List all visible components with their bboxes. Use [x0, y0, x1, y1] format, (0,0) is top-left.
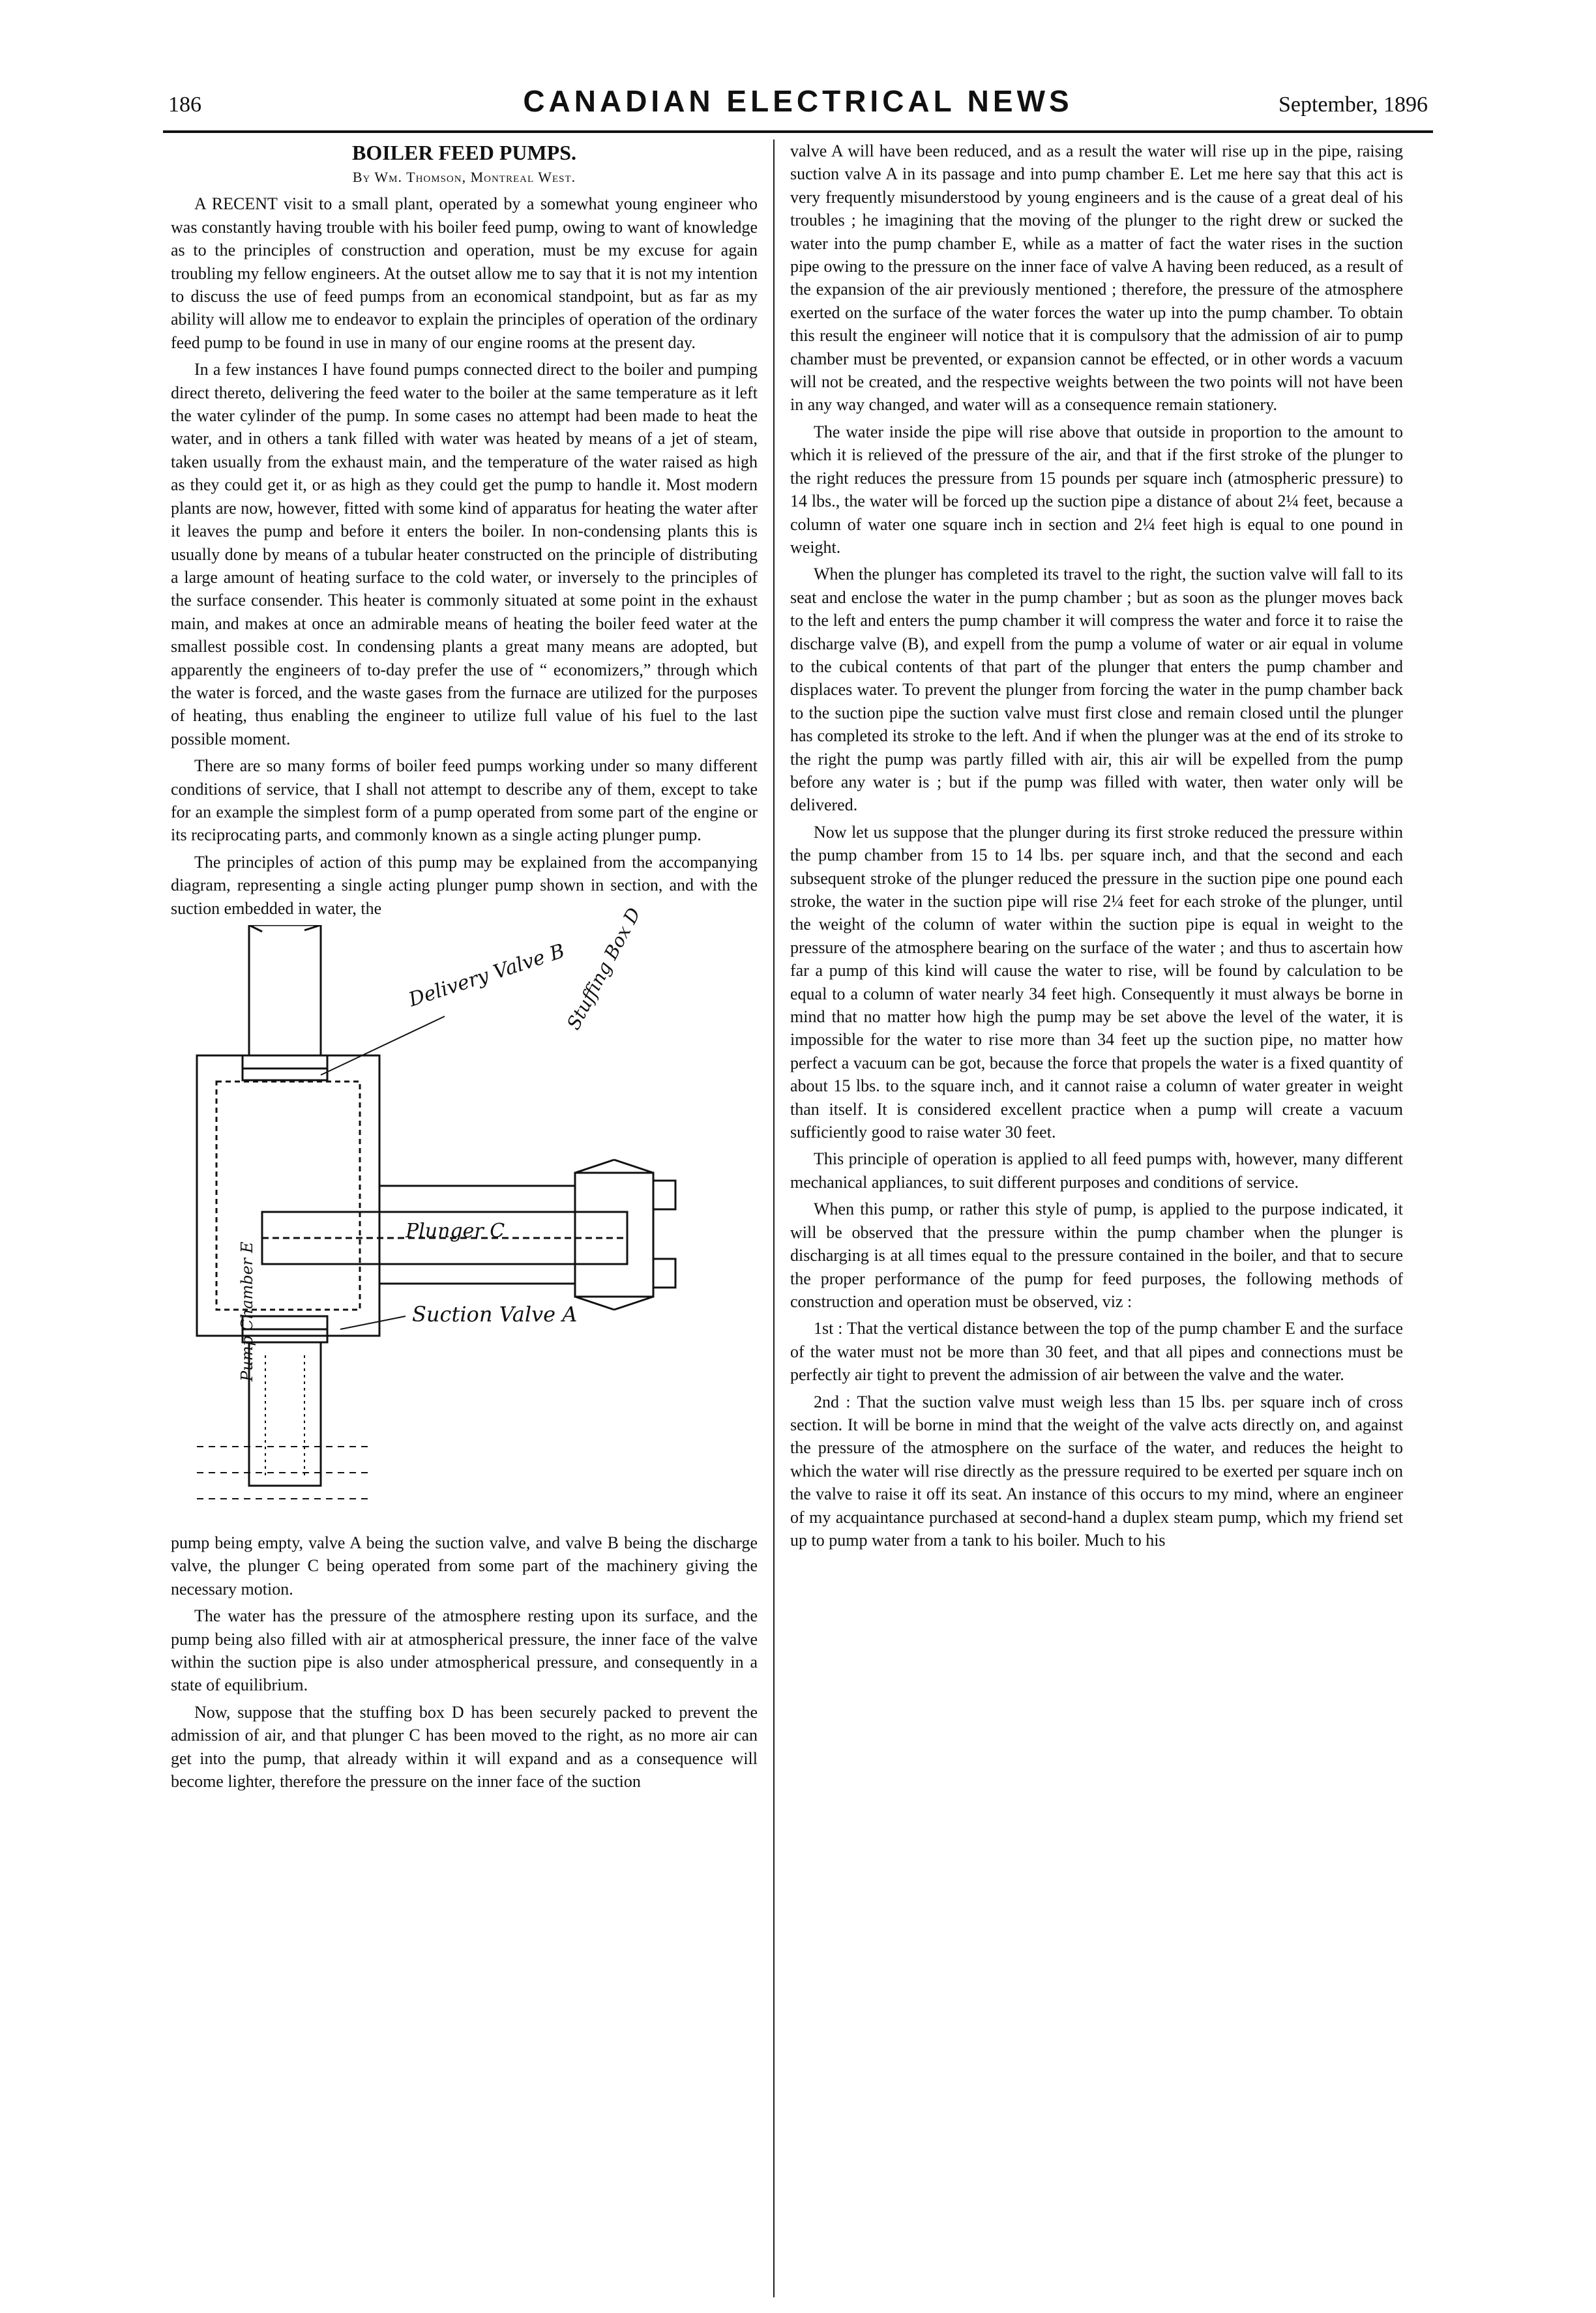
journal-title: CANADIAN ELECTRICAL NEWS	[523, 84, 1073, 118]
right-column	[790, 140, 1403, 1555]
page-header	[163, 83, 1433, 136]
delivery-valve-label: Delivery Valve B	[406, 939, 568, 1012]
left-column	[171, 140, 758, 1797]
article-title: BOILER FEED PUMPS.	[351, 141, 577, 164]
suction-pipe	[249, 1342, 321, 1486]
paragraph: pump being empty, valve A being the suction valve, and valve B being the discharge valve, the plunger C being operated from some part of the machinery giving the necessary motion.	[171, 1533, 758, 1598]
page-number: 186	[168, 93, 201, 117]
column-divider	[773, 140, 775, 2297]
plunger-label: Plunger C	[406, 1220, 505, 1243]
paragraph: A RECENT visit to a small plant, operated by a somewhat young engineer who was constantly having trouble with his boiler feed pump, owing to want of knowledge as to the principles of construction and operation, must be my excuse for again troubling my fellow engineers. At the outset allow me to say that it is not my intention to discuss the use of feed pumps from an economical standpoint, but as far as my ability will allow me to endeavor to explain the principles of operation of the ordinary feed pump to be found in use in many of our engine rooms at the present day.	[171, 194, 758, 352]
paragraph: When this pump, or rather this style of pump, is applied to the purpose indicated, it will be observed that the pressure within the pump chamber when the plunger is discharging is at all times equal to the pressure contained in the boiler, and that to secure the proper performance of the pump for feed purposes, the following methods of construction and operation must be observed, viz :	[790, 1200, 1403, 1311]
paragraph: The water has the pressure of the atmosphere resting upon its surface, and the pump being also filled with air at atmospherical pressure, the inner face of the valve within the suction pipe is also under atmospherical pressure, and consequently in a state of equilibrium.	[171, 1606, 758, 1695]
paragraph: The water inside the pipe will rise above that outside in proportion to the amount to which it is relieved of the pressure of the air, and that if the first stroke of the plunger to the right reduces the pressure from 15 pounds per square inch (atmospheric pressure) to 14 lbs., the water will be forced up the suction pipe a distance of about 2¼ feet, because a column of water one square inch in section and 2¼ feet high is equal to one pound in weight.	[790, 422, 1403, 557]
paragraph: This principle of operation is applied to all feed pumps with, however, many different mechanical appliances, to suit different purposes and conditions of service.	[790, 1149, 1403, 1192]
header-rule	[163, 130, 1433, 133]
paragraph: valve A will have been reduced, and as a result the water will rise up in the pipe, raising suction valve A in its passage and into pump chamber E. Let me here say that this act is very frequently misunderstood by young engineers and is the cause of a great deal of his troubles ; he imagining that the moving of the plunger to the right drew or sucked the water into the pump chamber E, while as a matter of fact the water rises in the suction pipe owing to the pressure on the inner face of valve A having been reduced, as a result of the expansion of the air previously mentioned ; therefore, the pressure of the atmosphere exerted on the surface of the water forces the water up into the pump chamber. To obtain this result the engineer will notice that it is compulsory that the admission of air to pump chamber must be prevented, or expansion cannot be effected, or in other words a vacuum will not be created, and the respective weights between the two points will not have been in any way changed, and water will as a consequence remain stationery.	[790, 141, 1403, 415]
paragraph: The principles of action of this pump may be explained from the accompanying diagram, representing a single acting plunger pump shown in section, and with the suction embedded in water, the	[171, 852, 758, 918]
issue-date: September, 1896	[1278, 93, 1428, 117]
paragraph: When the plunger has completed its travel to the right, the suction valve will fall to its seat and enclose the water in the pump chamber ; but as soon as the plunger moves back to the left and enters the pump chamber it will compress the water and force it to raise the discharge valve (B), and expell from the pump a volume of water or air equal in volume to the cubical contents of that part of the plunger that enters the pump chamber and displaces water. To prevent the plunger from forcing the water in the pump chamber back to the suction pipe the suction valve must first close and remain closed until the plunger has completed its stroke to the left. And if when the plunger was at the end of its stroke to the right the pump was partly filled with air, this air will be expelled from the pump before any water is ; but if the pump was filled with water, then water only will be delivered.	[790, 565, 1403, 815]
paragraph: There are so many forms of boiler feed pumps working under so many different conditions of service, that I shall not attempt to describe any of them, except to take for an example the simplest form of a pump operated from some part of the engine or its reciprocating parts, and commonly known as a single acting plunger pump.	[171, 756, 758, 845]
discharge-pipe	[249, 925, 321, 1055]
pump-chamber-label: Pump Chamber E	[238, 1241, 256, 1381]
article-byline: By Wm. Thomson, Montreal West.	[352, 169, 576, 185]
pump-chamber	[197, 1055, 379, 1336]
paragraph: Now, suppose that the stuffing box D has been securely packed to prevent the admission of air, and that plunger C has been moved to the right, as no more air can get into the pump, that already within it will expand and as a consequence will become lighter, therefore the pressure on the inner face of the suction	[171, 1702, 758, 1791]
stuffing-box	[575, 1173, 653, 1297]
stuffing-box-label: Stuffing Box D	[562, 904, 645, 1033]
paragraph: 2nd : That the suction valve must weigh less than 15 lbs. per square inch of cross section. It will be borne in mind that the weight of the valve acts directly on, and against the pressure of the atmosphere on the surface of the water, and reduces the height to which the water will rise directly as the pressure required to be exerted per square inch on the valve to raise it off its seat. An instance of this occurs to my mind, where an engineer of my acquaintance purchased at second-hand a duplex steam pump, which my friend set up to pump water from a tank to his boiler. Much to his	[790, 1392, 1403, 1550]
paragraph: 1st : That the vertical distance between the top of the pump chamber E and the surface of the water must not be more than 30 feet, and that all pipes and connections must be perfectly air tight to prevent the admission of air between the valve and the water.	[790, 1319, 1403, 1385]
paragraph: Now let us suppose that the plunger during its first stroke reduced the pressure within the pump chamber from 15 to 14 lbs. per square inch, and that the second and each subsequent stroke of the plunger reduced the pressure in the suction pipe one pound each stroke, the water in the suction pipe will rise 2¼ feet for each stroke of the plunger, until the weight of the column of water within the suction pipe is equal in weight to the pressure of the atmosphere bearing on the surface of the water ; and thus to ascertain how far a pump of this kind will cause the water to rise, will be found by calculation to be equal to a column of water nearly 34 feet high. Consequently it must always be borne in mind that no matter how high the pump may be set above the level of the water, it is impossible for the water to rise more than 34 feet up the suction pipe, no matter how perfect a vacuum can be got, because the force that propels the water is a fixed quantity of about 15 lbs. to the square inch, and it cannot raise a column of water greater in weight than itself. It is considered excellent practice when a pump will create a vacuum sufficiently good to raise water 30 feet.	[790, 822, 1403, 1142]
pump-diagram	[171, 904, 758, 1525]
paragraph: In a few instances I have found pumps connected direct to the boiler and pumping direct thereto, delivering the feed water to the boiler at the same temperature as it left the water cylinder of the pump. In some cases no attempt had been made to heat the water, and in others a tank filled with water was heated by means of a jet of steam, taken usually from the exhaust main, and the temperature of the water raised as high as they could get it, or as high as they could get the pump to handle it. Most modern plants are now, however, fitted with some kind of apparatus for heating the water after it leaves the pump and before it enters the boiler. In non-condensing plants this is usually done by means of a tubular heater constructed on the principle of distributing a large amount of heating surface to the cold water, or inversely to the principles of the surface consender. This heater is commonly situated at some point in the exhaust main, and makes at once an admirable means of heating the boiler feed water at the smallest possible cost. In condensing plants a great many means are adopted, but apparently the engineers of to-day prefer the use of “ economizers,” through which the water is forced, and the waste gases from the furnace are utilized for the purposes of heating, thus enabling the engineer to utilize full value of his fuel to the last possible moment.	[171, 360, 758, 748]
suction-valve-label: Suction Valve A	[412, 1302, 578, 1327]
